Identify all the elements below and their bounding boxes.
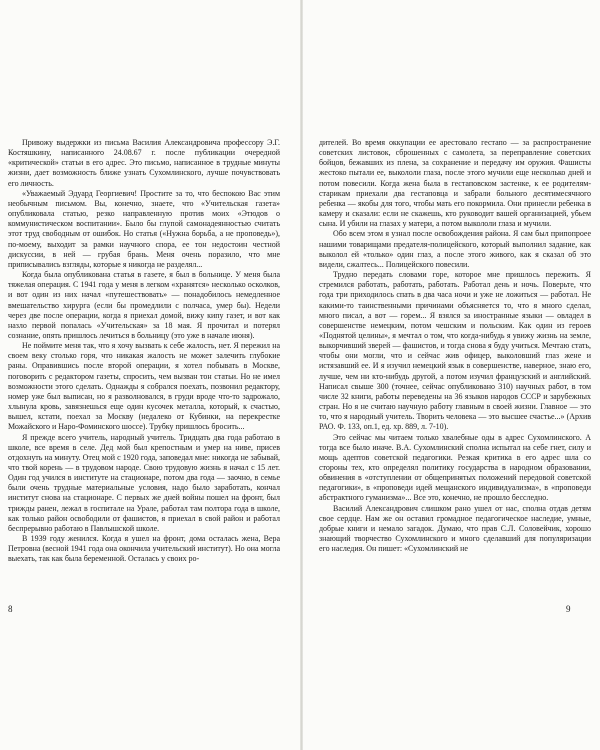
paragraph: дителей. Во время оккупации ее арестовало гестапо — за распространение советских листовок, сброшенных с самолета, за переправление советских бойцов, бежавших из плена, за сохранение и передачу им оружия. Фашисты жестоко пытали ее, выкололи глаза, после этого мучили еще несколько дней и потом повесили. Когда жена была в гестаповском застенке, к ее родителям-старикам приехали два гестаповца и забрали больного десятимесячного ребенка — якобы для того, чтобы мать его покормила. Они принесли ребенка в камеру и сказали: если не скажешь, кто руководит вашей организацией, убьем сына. И убили на глазах у матери, а потом выкололи глаза и мучили.: [319, 138, 591, 229]
book-gutter: [300, 0, 303, 750]
left-page-text: [8, 138, 280, 565]
paragraph: Это сейчас мы читаем только хвалебные оды в адрес Сухомлинского. А тогда все было иначе. В.А. Сухомлинский сполна испытал на себе гнет, силу и мощь адептов советской педагогики. Резкая критика в его адрес шла со стороны тех, кто определял политику государства в народном образовании, обвинения в «отступлении от общепринятых положений передовой советской педагогики», в «проповеди идей мещанского индивидуализма», в «проповеди абстрактного гуманизма»... Все это, конечно, не прошло бесследно.: [319, 432, 591, 503]
paragraph: В 1939 году женился. Когда я ушел на фронт, дома осталась жена, Вера Петровна (весной 1941 года она окончила учительский институт). Но она могла выехать, так как была беременной. Осталась у своих ро-: [8, 534, 280, 564]
paragraph: Когда была опубликована статья в газете, я был в больнице. У меня была тяжелая операция. С 1941 года у меня в легком «хранятся» несколько осколков, и вот один из них начал «путешествовать» — понадобилось немедленное вмешательство хирурга (если бы промедлили с полчаса, умер бы). Недели через две после операции, когда я приехал домой, вижу кипу газет, и вот как назло первой попалась «Учительская» за 18 мая. Я прочитал и потерял сознание, опять пришлось лечиться в больницу (это уже в начале июня).: [8, 270, 280, 340]
page-number-left: 8: [8, 604, 13, 614]
paragraph: Обо всем этом я узнал после освобождения района. Я сам был припопроее нашими товарищами предателя-полицейского, который выполнил задание, как выколол ей «только» один глаз, а после этого живого, как я сказал об это видели, сжалтесь... Полицейского повесили.: [319, 229, 591, 269]
page-number-right: 9: [566, 604, 571, 614]
paragraph: Василий Александрович слишком рано ушел от нас, сполна отдав детям свое сердце. Нам же он оставил громадное педагогическое наследие, умные, добрые книги и немало загадок. Думаю, что прав С.Л. Соловейчик, хорошо знающий творчество Сухомлинского и много сделавший для популяризации его наследия. Он пишет: «Сухомлинский не: [319, 503, 591, 554]
paragraph: Привожу выдержки из письма Василия Александровича профессору Э.Г. Костяшкину, написанного 24.08.67 г. после публикации очередной «критической» статьи в его адрес. Это письмо, написанное в трудные минуты жизни, дает возможность ближе узнать Сухомлинского, лучше почувствовать его личность.: [8, 138, 280, 188]
paragraph: Не поймите меня так, что я хочу вызвать к себе жалость, нет. Я пережил на своем веку столько горя, что никакая жалость не может залечить глубокие раны. Оправившись после второй операции, я хотел побывать в Москве, поговорить с редактором газеты, спросить, чем вызван тон статьи. Но не имел возможности этого сделать. Однажды я собрался поехать, позвонил редактору, номер уже был выписан, но я разволновался, в груди вроде что-то задрожало, хлынула кровь, завязнешься еще один кусочек металла, который, к счастью, вышел, кстати, поехал за Москву (недалеко от Кубинки, на перекрестке Можайского и Наро-Фоминского шоссе). Трубку пришлось бросить...: [8, 341, 280, 432]
paragraph: Трудно передать словами горе, которое мне пришлось пережить. Я стремился работать, работать, работать. Работал день и ночь. Поверьте, что года три приходилось спать в два часа ночи и уже не ложиться — работал. Не какими-то таинственными причинами объясняется то, что я много сделал, много писал, а вот — горем... Я взялся за иностранные языки — овладел в совершенстве немецким, потом чешским и польским. Как один из героев «Поднятой целины», я мечтал о том, что когда-нибудь я увижу жизнь на земле, выкорчивший зверей — фашистов, и тогда снова я буду учиться. Мечтаю стать, чтобы они могли, что и сейчас жив офицер, выколовший глаз жене и истязавший ее. И я изучил немецкий язык в совершенстве, наверное, знаю его, лучше, чем ни кто-нибудь другой, а потом изучил французский и английский. Написал свыше 300 (точнее, сейчас опубликовано 310) научных работ, в том числе 32 книги, работы переведены на 36 языков народов СССР и зарубежных стран. Но я не считаю научную работу главным в своей жизни. Главное — это то, что я народный учитель. Творить человека — это высшее счастье...» (Архив РАО. Ф. 133, оп.1, ед. хр. 889, л. 7-10).: [319, 270, 591, 432]
paragraph: «Уважаемый Эдуард Георгиевич! Простите за то, что беспокою Вас этим необычным письмом. Вы, конечно, знаете, что «Учительская газета» опубликовала статью, резко направленную против моих «Этюдов о коммунистическом воспитании». Было бы глупой самонадеянностью считать этот труд свободным от ошибок. Но статья («Нужна борьба, а не проповедь»), по-моему, выходит за рамки научного спора, ее тон недостоин честной дискуссии, в ней — грубая брань. Меня очень поразило, что мне приписывались взгляды, которые я никогда не разделял...: [8, 188, 280, 269]
paragraph: Я прежде всего учитель, народный учитель. Тридцать два года работаю в школе, все время в селе. Дед мой был крепостным и умер на ниве, присев отдохнуть на минуту. Отец мой с 1920 года, заповедал мне: никогда не забывай, что твой корень — в трудовом народе. Свою трудовую жизнь я начал с 15 лет. Один год учился в институте на стационаре, потом два года — заочно, в семье были очень трудные материальные условия, надо было заработать, кончал институт снова на стационаре. С первых же дней войны пошел на фронт, был трижды ранен, лежал в госпитале на Урале, работал там полтора года в школе, как только район освободили от фашистов, я приехал в свой район и работал беспрерывно работаю в Павлышской школе.: [8, 432, 280, 533]
right-page-text: [319, 138, 591, 554]
